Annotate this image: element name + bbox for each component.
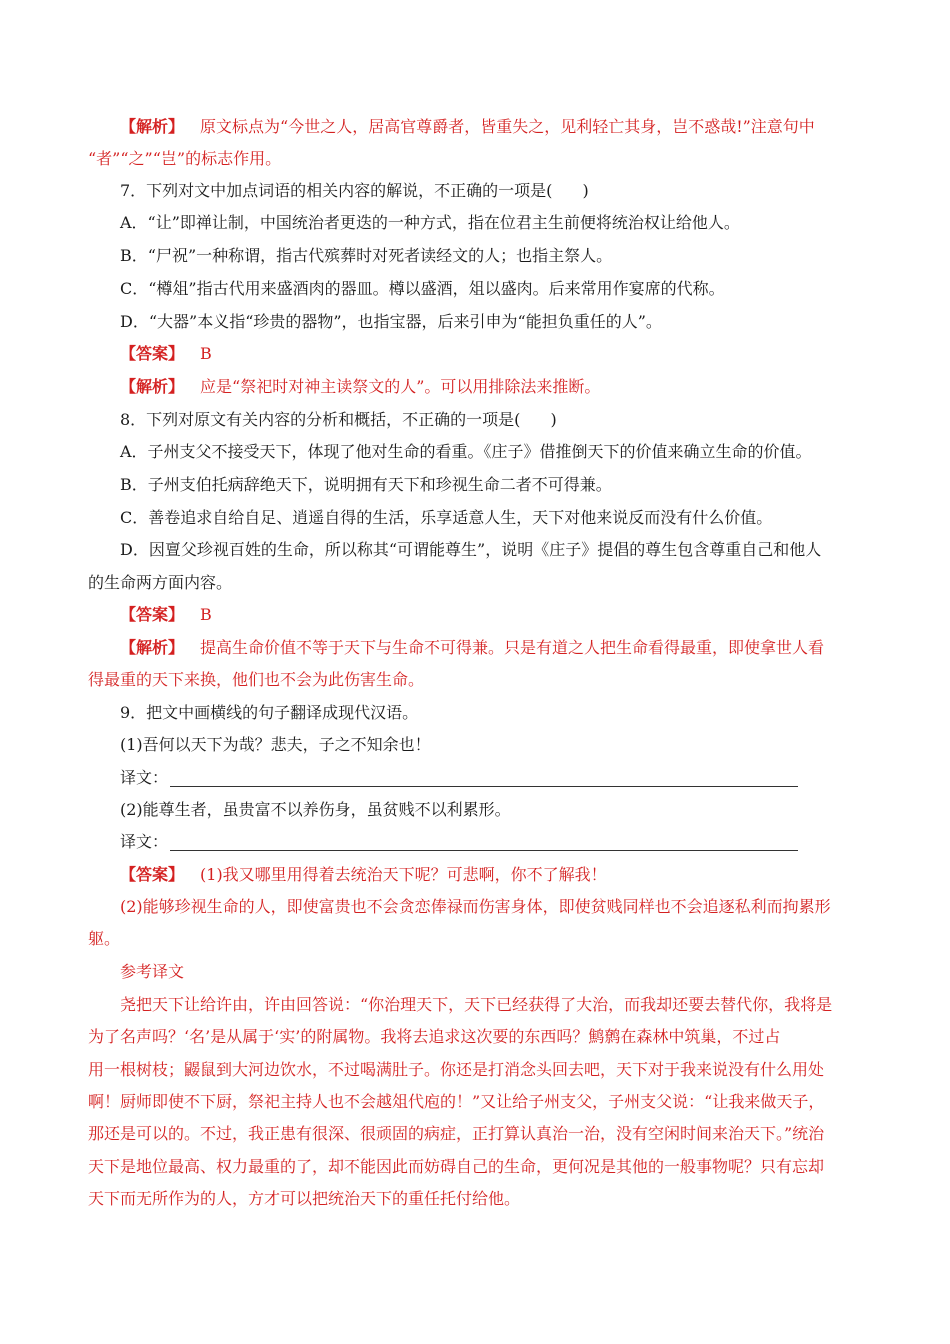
question-9-answer [120,864,607,886]
answer-tag: 【答案】 [120,605,185,624]
analysis-tag: 【解析】 [120,638,185,657]
question-8-paren: ) [550,410,557,429]
question-8-option-d-cont: 的生命两方面内容。 [88,573,233,592]
answer-value: B [200,605,212,624]
question-8-option-a: A．子州支父不接受天下，体现了他对生命的看重。《庄子》借推倒天下的价值来确立生命的价值。 [120,442,812,461]
question-9-answer-2: (2)能够珍视生命的人，即使富贵也不会贪恋俸禄而伤害身体，即使贫贱同样也不会追逐私利而拘累形 [120,897,831,916]
question-8-analysis [120,637,824,659]
reference-translation-title: 参考译文 [120,962,185,981]
question-8-answer [120,604,212,626]
question-7-option-b: B．“尸祝”一种称谓，指古代殡葬时对死者读经文的人；也指主祭人。 [120,246,613,265]
analysis-tag: 【解析】 [120,117,185,136]
answer-value: B [200,344,212,363]
analysis-paragraph [120,116,815,138]
analysis-text: 提高生命价值不等于天下与生命不可得兼。只是有道之人把生命看得最重，即使拿世人看 [200,638,825,657]
question-9-sentence-1: (1)吾何以天下为哉？悲夫，子之不知余也！ [120,735,431,754]
analysis-text-cont: “者”“之”“岂”的标志作用。 [88,149,282,168]
question-7-text: 7．下列对文中加点词语的相关内容的解说，不正确的一项是( [120,181,553,200]
translation-line: 天下而无所作为的人，方才可以把统治天下的重任托付给他。 [88,1189,521,1208]
question-8-option-b: B．子州支伯托病辞绝天下，说明拥有天下和珍视生命二者不可得兼。 [120,475,612,494]
answer-text-1: (1)我又哪里用得着去统治天下呢？可悲啊，你不了解我！ [200,865,607,884]
translation-1-blank[interactable] [170,786,798,787]
translation-line: 用一根树枝；鼹鼠到大河边饮水，不过喝满肚子。你还是打消念头回去吧，天下对于我来说没有什么用处 [88,1060,825,1079]
question-7-option-d: D．“大器”本义指“珍贵的器物”，也指宝器，后来引申为“能担负重任的人”。 [120,312,662,331]
question-9-stem: 9．把文中画横线的句子翻译成现代汉语。 [120,703,419,722]
question-7-paren: ) [582,181,589,200]
question-9-sentence-2: (2)能尊生者，虽贵富不以养伤身，虽贫贱不以利累形。 [120,800,511,819]
question-8-option-d: D．因亶父珍视百姓的生命，所以称其“可谓能尊生”，说明《庄子》提倡的尊生包含尊重自己和他人 [120,540,822,559]
question-8-stem [120,409,557,431]
answer-tag: 【答案】 [120,865,185,884]
translation-line: 那还是可以的。不过，我正患有很深、很顽固的病症，正打算认真治一治，没有空闲时间来治天下。”统治 [88,1124,825,1143]
question-8-analysis-cont: 得最重的天下来换，他们也不会为此伤害生命。 [88,670,425,689]
translation-2-label: 译文： [120,832,169,851]
question-8-option-c: C．善卷追求自给自足、逍遥自得的生活，乐享适意人生，天下对他来说反而没有什么价值。 [120,508,773,527]
question-7-answer [120,343,212,365]
translation-line: 天下是地位最高、权力最重的了，却不能因此而妨碍自己的生命，更何况是其他的一般事物呢？只有忘却 [88,1157,825,1176]
question-7-option-a: A．“让”即禅让制，中国统治者更迭的一种方式，指在位君主生前便将统治权让给他人。 [120,213,740,232]
answer-tag: 【答案】 [120,344,185,363]
question-7-stem [120,180,589,202]
analysis-text: 原文标点为“今世之人，居高官尊爵者，皆重失之，见利轻亡其身，岂不惑哉!”注意句中 [200,117,815,136]
translation-line: 尧把天下让给许由，许由回答说：“你治理天下，天下已经获得了大治，而我却还要去替代你，我将是 [120,995,833,1014]
question-7-option-c: C．“樽俎”指古代用来盛酒肉的器皿。樽以盛酒，俎以盛肉。后来常用作宴席的代称。 [120,279,725,298]
question-8-text: 8．下列对原文有关内容的分析和概括，不正确的一项是( [120,410,521,429]
translation-line: 为了名声吗？‘名’是从属于‘实’的附属物。我将去追求这次要的东西吗？鹪鹩在森林中筑巢，不过占 [88,1027,781,1046]
translation-2-blank[interactable] [170,850,798,851]
question-9-answer-2-cont: 躯。 [88,929,121,948]
translation-1-label: 译文： [120,768,169,787]
question-7-analysis [120,376,600,398]
translation-line: 啊！厨师即使不下厨，祭祀主持人也不会越俎代庖的！”又让给子州支父，子州支父说：“让我来做天子， [88,1092,825,1111]
analysis-text: 应是“祭祀时对神主读祭文的人”。可以用排除法来推断。 [200,377,601,396]
analysis-tag: 【解析】 [120,377,185,396]
